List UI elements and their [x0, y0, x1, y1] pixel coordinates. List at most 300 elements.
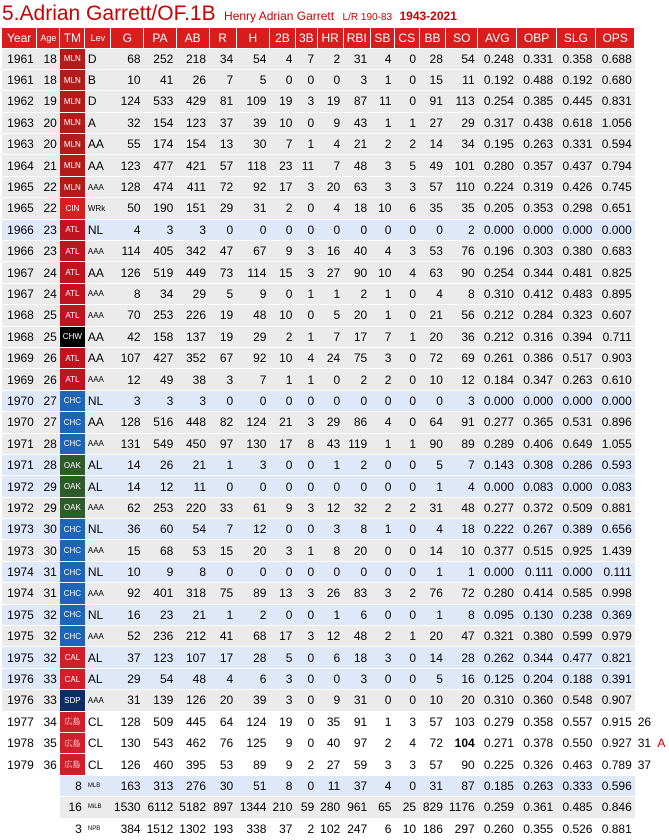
- team-badge: CHC: [60, 540, 85, 561]
- cell-obp: 0.358: [517, 711, 556, 732]
- cell-r: 3: [209, 369, 236, 390]
- cell-age: 34: [37, 711, 60, 732]
- cell-ab: 21: [176, 454, 209, 475]
- player-bats-info: L/R 190-83: [342, 12, 393, 23]
- cell-ab: 3: [176, 219, 209, 240]
- cell-2b: 2: [269, 198, 295, 219]
- cell-extra-rank: [635, 775, 655, 796]
- cell-level: AA: [85, 347, 111, 368]
- cell-obp: 0.000: [517, 390, 556, 411]
- cell-ab: 53: [176, 540, 209, 561]
- cell-slg: 0.000: [556, 476, 595, 497]
- cell-avg: 0.000: [478, 476, 517, 497]
- table-row: [2, 176, 669, 197]
- cell-age: 22: [37, 176, 60, 197]
- cell-hr: 24: [317, 347, 343, 368]
- cell-g: 15: [111, 540, 144, 561]
- player-fullname: Henry Adrian Garrett: [224, 9, 335, 23]
- cell-hr: 280: [317, 797, 343, 818]
- cell-2b: 1: [269, 369, 295, 390]
- cell-h: 30: [236, 134, 269, 155]
- cell-cs: 0: [394, 561, 419, 582]
- cell-level: AL: [85, 647, 111, 668]
- table-row: [2, 519, 669, 540]
- cell-ops: 1.055: [595, 433, 634, 454]
- cell-r: 72: [209, 176, 236, 197]
- cell-3b: 2: [295, 754, 317, 775]
- cell-2b: 17: [269, 176, 295, 197]
- cell-level: NL: [85, 604, 111, 625]
- team-badge: ATL: [60, 219, 85, 240]
- cell-h: 1344: [236, 797, 269, 818]
- cell-3b: 0: [295, 476, 317, 497]
- cell-cs: 0: [394, 604, 419, 625]
- cell-rbi: 8: [343, 519, 370, 540]
- cell-cs: 10: [394, 818, 419, 839]
- cell-extra-rank: [635, 155, 655, 176]
- cell-bb: 15: [419, 69, 446, 90]
- cell-rbi: 3: [343, 69, 370, 90]
- cell-h: 6: [236, 668, 269, 689]
- cell-h: 0: [236, 390, 269, 411]
- cell-hr: 0: [317, 561, 343, 582]
- cell-pa: 313: [144, 775, 177, 796]
- cell-avg: 0.262: [478, 647, 517, 668]
- cell-hr: 0: [317, 476, 343, 497]
- cell-seasons: 16: [60, 797, 85, 818]
- cell-year: 1965: [2, 198, 37, 219]
- cell-cs: 0: [394, 369, 419, 390]
- cell-rbi: 91: [343, 711, 370, 732]
- cell-ab: 421: [176, 155, 209, 176]
- cell-rbi: 75: [343, 347, 370, 368]
- column-header-pa: PA: [144, 28, 177, 48]
- cell-avg: 0.289: [478, 433, 517, 454]
- cell-3b: 0: [295, 775, 317, 796]
- cell-obp: 0.344: [517, 647, 556, 668]
- cell-slg: 0.463: [556, 754, 595, 775]
- cell-slg: 0.000: [556, 219, 595, 240]
- cell-obp: 0.263: [517, 775, 556, 796]
- cell-ops: 0.688: [595, 48, 634, 69]
- cell-extra-rank: [635, 112, 655, 133]
- cell-extra-rank: 31: [635, 733, 655, 754]
- cell-level: NL: [85, 390, 111, 411]
- cell-extra-rank: [635, 433, 655, 454]
- cell-cs: 4: [394, 262, 419, 283]
- cell-pa: 41: [144, 69, 177, 90]
- cell-h: 48: [236, 305, 269, 326]
- table-row: [2, 711, 669, 732]
- cell-sb: 11: [370, 91, 394, 112]
- cell-r: 97: [209, 433, 236, 454]
- cell-slg: 0.298: [556, 198, 595, 219]
- cell-3b: 0: [295, 519, 317, 540]
- cell-ops: 0.927: [595, 733, 634, 754]
- cell-hr: 12: [317, 626, 343, 647]
- cell-extra-rank: 37: [635, 754, 655, 775]
- cell-h: 109: [236, 91, 269, 112]
- cell-hr: 40: [317, 733, 343, 754]
- cell-level: NL: [85, 219, 111, 240]
- cell-3b: 0: [295, 647, 317, 668]
- cell-cs: 0: [394, 91, 419, 112]
- cell-bb: 5: [419, 668, 446, 689]
- cell-2b: 210: [269, 797, 295, 818]
- table-row: [2, 454, 669, 475]
- cell-pa: 427: [144, 347, 177, 368]
- team-badge: CHC: [60, 561, 85, 582]
- cell-seasons: 8: [60, 775, 85, 796]
- cell-rbi: 2: [343, 369, 370, 390]
- cell-so: 7: [446, 454, 478, 475]
- cell-rbi: 0: [343, 561, 370, 582]
- cell-g: 92: [111, 583, 144, 604]
- cell-r: 897: [209, 797, 236, 818]
- cell-level: AA: [85, 412, 111, 433]
- cell-ops: 0.000: [595, 390, 634, 411]
- cell-year: 1968: [2, 305, 37, 326]
- cell-obp: 0.380: [517, 626, 556, 647]
- cell-extra-award: [654, 604, 668, 625]
- cell-g: 131: [111, 433, 144, 454]
- cell-extra-rank: [635, 412, 655, 433]
- cell-age: 20: [37, 112, 60, 133]
- cell-age: 23: [37, 219, 60, 240]
- player-years: 1943-2021: [399, 9, 457, 23]
- table-row: [2, 347, 669, 368]
- cell-avg: 0.212: [478, 305, 517, 326]
- cell-ops: 0.821: [595, 647, 634, 668]
- cell-extra-rank: 26: [635, 711, 655, 732]
- player-name: 5.Adrian Garrett/OF.1B: [2, 2, 216, 25]
- cell-age: 24: [37, 283, 60, 304]
- cell-obp: 0.361: [517, 797, 556, 818]
- cell-age: 28: [37, 454, 60, 475]
- cell-obp: 0.344: [517, 262, 556, 283]
- cell-pa: 9: [144, 561, 177, 582]
- cell-r: 0: [209, 219, 236, 240]
- cell-r: 7: [209, 69, 236, 90]
- cell-hr: 16: [317, 241, 343, 262]
- cell-extra-rank: [635, 198, 655, 219]
- cell-ab: 26: [176, 69, 209, 90]
- cell-ab: 218: [176, 48, 209, 69]
- cell-rbi: 3: [343, 668, 370, 689]
- cell-bb: 90: [419, 433, 446, 454]
- cell-level: AAA: [85, 369, 111, 390]
- cell-rbi: 247: [343, 818, 370, 839]
- cell-h: 89: [236, 754, 269, 775]
- cell-so: 1: [446, 561, 478, 582]
- cell-r: 81: [209, 91, 236, 112]
- cell-bb: 10: [419, 690, 446, 711]
- cell-cs: 4: [394, 733, 419, 754]
- cell-g: 70: [111, 305, 144, 326]
- cell-obp: 0.204: [517, 668, 556, 689]
- cell-h: 0: [236, 561, 269, 582]
- cell-extra-award: [654, 219, 668, 240]
- cell-sb: 1: [370, 305, 394, 326]
- table-row: [2, 668, 669, 689]
- cell-2b: 9: [269, 733, 295, 754]
- cell-pa: 474: [144, 176, 177, 197]
- cell-slg: 0.323: [556, 305, 595, 326]
- cell-sb: 1: [370, 283, 394, 304]
- cell-age: 36: [37, 754, 60, 775]
- cell-extra-award: [654, 540, 668, 561]
- cell-ops: 0.610: [595, 369, 634, 390]
- cell-r: 64: [209, 711, 236, 732]
- cell-2b: 8: [269, 775, 295, 796]
- cell-slg: 0.286: [556, 454, 595, 475]
- cell-extra-award: [654, 69, 668, 90]
- cell-h: 92: [236, 347, 269, 368]
- cell-extra-award: [654, 454, 668, 475]
- cell-3b: 4: [295, 347, 317, 368]
- cell-pa: 3: [144, 219, 177, 240]
- cell-3b: 3: [295, 497, 317, 518]
- cell-age: 21: [37, 155, 60, 176]
- cell-avg: 0.259: [478, 797, 517, 818]
- cell-cs: 0: [394, 69, 419, 90]
- cell-g: 163: [111, 775, 144, 796]
- cell-ops: 0.846: [595, 797, 634, 818]
- cell-cs: 1: [394, 433, 419, 454]
- table-row: [2, 733, 669, 754]
- cell-obp: 0.130: [517, 604, 556, 625]
- cell-avg: 0.277: [478, 412, 517, 433]
- cell-sb: 0: [370, 476, 394, 497]
- cell-r: 30: [209, 775, 236, 796]
- team-badge: OAK: [60, 476, 85, 497]
- cell-avg: 0.260: [478, 818, 517, 839]
- cell-level: WRk: [85, 198, 111, 219]
- cell-3b: 0: [295, 305, 317, 326]
- cell-bb: 20: [419, 326, 446, 347]
- cell-hr: 0: [317, 390, 343, 411]
- cell-h: 89: [236, 583, 269, 604]
- cell-pa: 519: [144, 262, 177, 283]
- cell-h: 3: [236, 454, 269, 475]
- cell-cs: 25: [394, 797, 419, 818]
- table-row: [2, 690, 669, 711]
- cell-year: 1972: [2, 497, 37, 518]
- cell-bb: 10: [419, 369, 446, 390]
- table-row: [2, 305, 669, 326]
- cell-r: 82: [209, 412, 236, 433]
- cell-year: 1974: [2, 561, 37, 582]
- cell-obp: 0.303: [517, 241, 556, 262]
- cell-r: 76: [209, 733, 236, 754]
- cell-year: 1969: [2, 347, 37, 368]
- cell-age: 18: [37, 69, 60, 90]
- cell-age: 25: [37, 326, 60, 347]
- cell-so: 72: [446, 583, 478, 604]
- cell-bb: 21: [419, 305, 446, 326]
- cell-level: CL: [85, 733, 111, 754]
- column-header-ops: OPS: [595, 28, 634, 48]
- cell-3b: 3: [295, 412, 317, 433]
- cell-2b: 21: [269, 412, 295, 433]
- cell-ops: 1.056: [595, 112, 634, 133]
- cell-hr: 27: [317, 262, 343, 283]
- cell-extra-award: [654, 283, 668, 304]
- cell-ops: 0.745: [595, 176, 634, 197]
- cell-year: 1969: [2, 369, 37, 390]
- cell-hr: 19: [317, 91, 343, 112]
- cell-ops: 0.825: [595, 262, 634, 283]
- cell-obp: 0.414: [517, 583, 556, 604]
- cell-cs: 0: [394, 347, 419, 368]
- cell-hr: 7: [317, 155, 343, 176]
- cell-2b: 19: [269, 91, 295, 112]
- cell-extra-rank: [635, 604, 655, 625]
- cell-cs: 0: [394, 283, 419, 304]
- cell-pa: 34: [144, 283, 177, 304]
- cell-h: 114: [236, 262, 269, 283]
- cell-r: 20: [209, 690, 236, 711]
- cell-g: 3: [111, 390, 144, 411]
- cell-ops: 0.831: [595, 91, 634, 112]
- cell-age: 33: [37, 668, 60, 689]
- cell-hr: 4: [317, 198, 343, 219]
- cell-r: 73: [209, 262, 236, 283]
- cell-cs: 1: [394, 112, 419, 133]
- cell-year: 1976: [2, 668, 37, 689]
- cell-year: 1970: [2, 412, 37, 433]
- cell-age: 33: [37, 690, 60, 711]
- cell-g: 36: [111, 519, 144, 540]
- table-row: [2, 198, 669, 219]
- cell-extra-award: A: [654, 733, 668, 754]
- cell-3b: 0: [295, 454, 317, 475]
- cell-rbi: 0: [343, 476, 370, 497]
- cell-2b: 9: [269, 497, 295, 518]
- cell-hr: 1: [317, 283, 343, 304]
- cell-h: 124: [236, 711, 269, 732]
- column-header-bb: BB: [419, 28, 446, 48]
- cell-ab: 395: [176, 754, 209, 775]
- cell-rbi: 2: [343, 454, 370, 475]
- cell-rbi: 90: [343, 262, 370, 283]
- cell-obp: 0.372: [517, 497, 556, 518]
- cell-h: 0: [236, 219, 269, 240]
- cell-extra-award: [654, 412, 668, 433]
- team-badge: ATL: [60, 347, 85, 368]
- team-badge: MLN: [60, 91, 85, 112]
- cell-ops: 0.651: [595, 198, 634, 219]
- cell-obp: 0.385: [517, 91, 556, 112]
- cell-ab: 462: [176, 733, 209, 754]
- cell-r: 29: [209, 198, 236, 219]
- cell-obp: 0.347: [517, 369, 556, 390]
- cell-avg: 0.317: [478, 112, 517, 133]
- cell-hr: 7: [317, 326, 343, 347]
- cell-level: AA: [85, 134, 111, 155]
- cell-ab: 3: [176, 390, 209, 411]
- cell-slg: 0.618: [556, 112, 595, 133]
- cell-sb: 2: [370, 369, 394, 390]
- cell-pa: 401: [144, 583, 177, 604]
- cell-ops: 0.711: [595, 326, 634, 347]
- cell-3b: 1: [295, 283, 317, 304]
- cell-obp: 0.365: [517, 412, 556, 433]
- cell-year: 1975: [2, 647, 37, 668]
- table-row: [2, 476, 669, 497]
- cell-year: 1966: [2, 219, 37, 240]
- cell-bb: 829: [419, 797, 446, 818]
- cell-rbi: 43: [343, 112, 370, 133]
- cell-h: 68: [236, 626, 269, 647]
- cell-year: 1961: [2, 69, 37, 90]
- cell-cs: 1: [394, 626, 419, 647]
- cell-r: 34: [209, 48, 236, 69]
- cell-slg: 0.557: [556, 711, 595, 732]
- cell-age: 32: [37, 647, 60, 668]
- cell-extra-rank: [635, 369, 655, 390]
- cell-cs: 3: [394, 241, 419, 262]
- cell-g: 31: [111, 690, 144, 711]
- cell-extra-award: [654, 775, 668, 796]
- cell-year: 1971: [2, 433, 37, 454]
- cell-slg: 0.550: [556, 733, 595, 754]
- cell-hr: 102: [317, 818, 343, 839]
- cell-pa: 236: [144, 626, 177, 647]
- cell-pa: 477: [144, 155, 177, 176]
- cell-bb: 14: [419, 647, 446, 668]
- cell-bb: 91: [419, 91, 446, 112]
- cell-obp: 0.355: [517, 818, 556, 839]
- cell-ab: 226: [176, 305, 209, 326]
- cell-g: 32: [111, 112, 144, 133]
- cell-h: 39: [236, 690, 269, 711]
- cell-level: AL: [85, 454, 111, 475]
- cell-sb: 3: [370, 583, 394, 604]
- cell-bb: 57: [419, 711, 446, 732]
- cell-slg: 0.380: [556, 241, 595, 262]
- cell-rbi: 97: [343, 733, 370, 754]
- cell-obp: 0.083: [517, 476, 556, 497]
- cell-avg: 0.254: [478, 91, 517, 112]
- cell-hr: 2: [317, 48, 343, 69]
- cell-slg: 0.445: [556, 91, 595, 112]
- cell-ops: 0.881: [595, 818, 634, 839]
- cell-2b: 10: [269, 305, 295, 326]
- cell-so: 16: [446, 668, 478, 689]
- cell-pa: 68: [144, 540, 177, 561]
- cell-ops: 0.794: [595, 155, 634, 176]
- cell-ops: 0.391: [595, 668, 634, 689]
- totals-row: [2, 775, 669, 796]
- cell-ops: 0.895: [595, 283, 634, 304]
- totals-row: [2, 797, 669, 818]
- cell-cs: 5: [394, 155, 419, 176]
- cell-r: 17: [209, 647, 236, 668]
- cell-avg: 0.280: [478, 583, 517, 604]
- cell-cs: 0: [394, 48, 419, 69]
- cell-bb: 0: [419, 219, 446, 240]
- cell-h: 7: [236, 369, 269, 390]
- cell-3b: 3: [295, 583, 317, 604]
- cell-g: 14: [111, 454, 144, 475]
- cell-cs: 3: [394, 711, 419, 732]
- team-badge: MLN: [60, 155, 85, 176]
- cell-extra-award: [654, 754, 668, 775]
- cell-slg: 0.358: [556, 48, 595, 69]
- table-row: [2, 369, 669, 390]
- cell-ab: 1302: [176, 818, 209, 839]
